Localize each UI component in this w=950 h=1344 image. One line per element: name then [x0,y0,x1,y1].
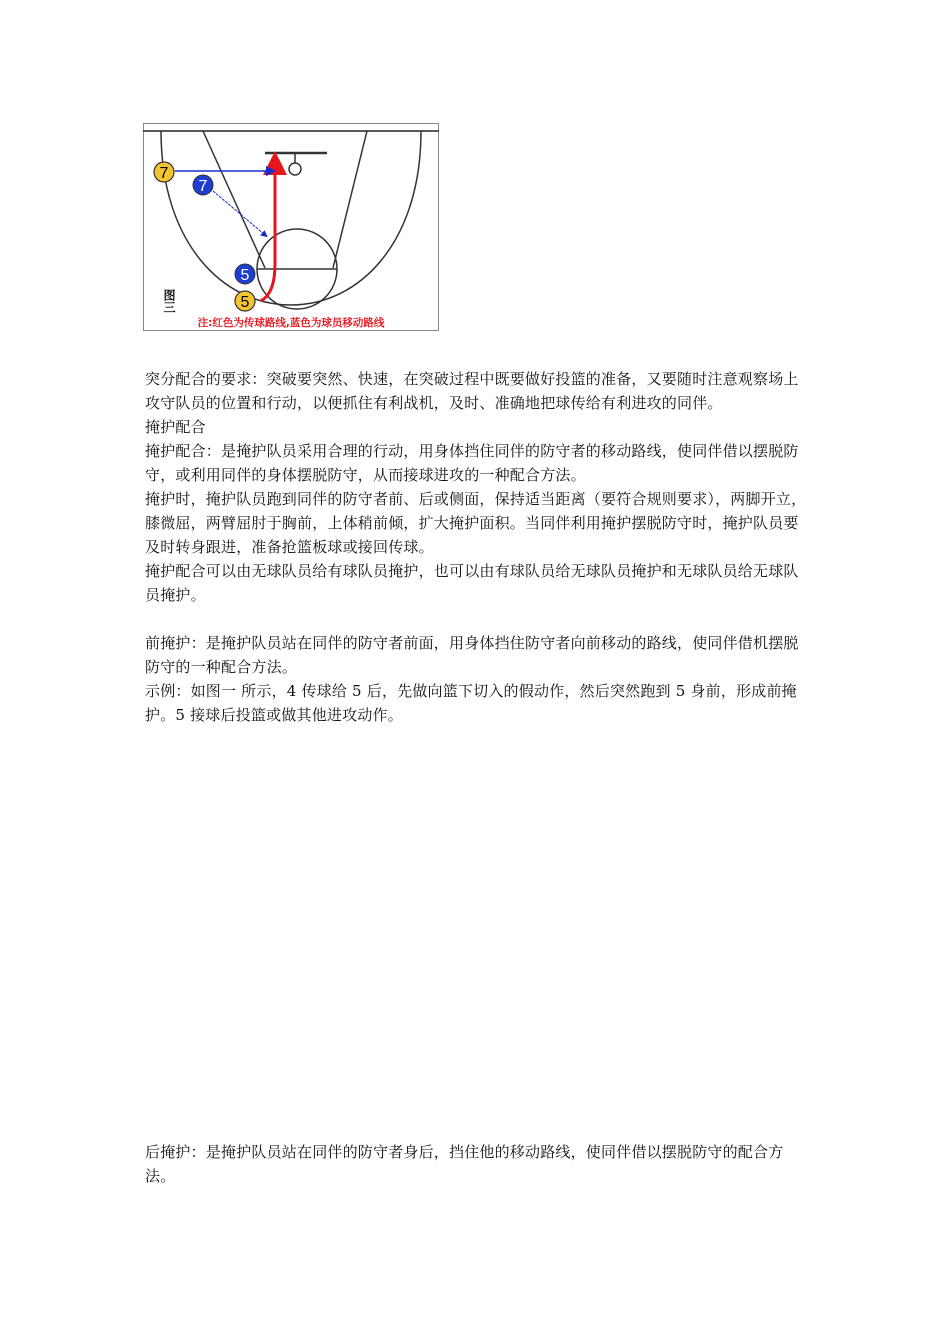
paragraph-tufen-requirements: 突分配合的要求：突破要突然、快速，在突破过程中既要做好投篮的准备，又要随时注意观察场上攻守队员的位置和行动，以便抓住有利战机，及时、准确地把球传给有利进攻的同伴。 [145,370,799,412]
paragraph-back-screen: 后掩护：是掩护队员站在同伴的防守者身后，挡住他的移动路线，使同伴借以摆脱防守的配合方法。 [145,1143,784,1185]
paragraph-front-screen: 前掩护：是掩护队员站在同伴的防守者前面，用身体挡住防守者向前移动的路线，使同伴借机摆脱防守的一种配合方法。 [145,634,799,676]
court-diagram-figure [143,123,439,331]
diagram-frame [144,124,439,331]
player-7-offense [154,162,174,182]
svg-text:5: 5 [240,294,250,311]
svg-text:5: 5 [240,267,250,284]
text-block-lower [145,1140,808,1188]
paragraph-screen-types: 掩护配合可以由无球队员给有球队员掩护，也可以由有球队员给无球队员掩护和无球队员给无球队员掩护。 [145,562,799,604]
heading-screen-play: 掩护配合 [145,418,206,436]
paragraph-screen-definition: 掩护配合：是掩护队员采用合理的行动，用身体挡住同伴的防守者的移动路线，使同伴借以摆脱防守，或利用同伴的身体摆脱防守，从而接球进攻的一种配合方法。 [145,442,799,484]
svg-text:7: 7 [159,165,169,182]
hoop [289,163,301,175]
player-5-offense [235,291,255,311]
figure-caption: 注:红色为传球路线,蓝色为球员移动路线 [197,317,385,329]
text-block-upper [145,367,808,727]
paragraph-example: 示例：如图一 所示，4 传球给 5 后，先做向篮下切入的假动作，然后突然跑到 5 身前，形成前掩护。5 接球后投篮或做其他进攻动作。 [145,682,797,724]
figure-label: 图三 [162,289,176,313]
player-7-defense [193,175,213,195]
paragraph-screen-technique: 掩护时，掩护队员跑到同伴的防守者前、后或侧面，保持适当距离（要符合规则要求），两脚开立，膝微屈，两臂屈肘于胸前，上体稍前倾，扩大掩护面积。当同伴利用掩护摆脱防守时，掩护队员要及时转身跟进，准备抢篮板球或接回传球。 [145,490,807,556]
svg-text:7: 7 [198,178,208,195]
player-5-defense [235,264,255,284]
court-diagram [143,123,439,331]
